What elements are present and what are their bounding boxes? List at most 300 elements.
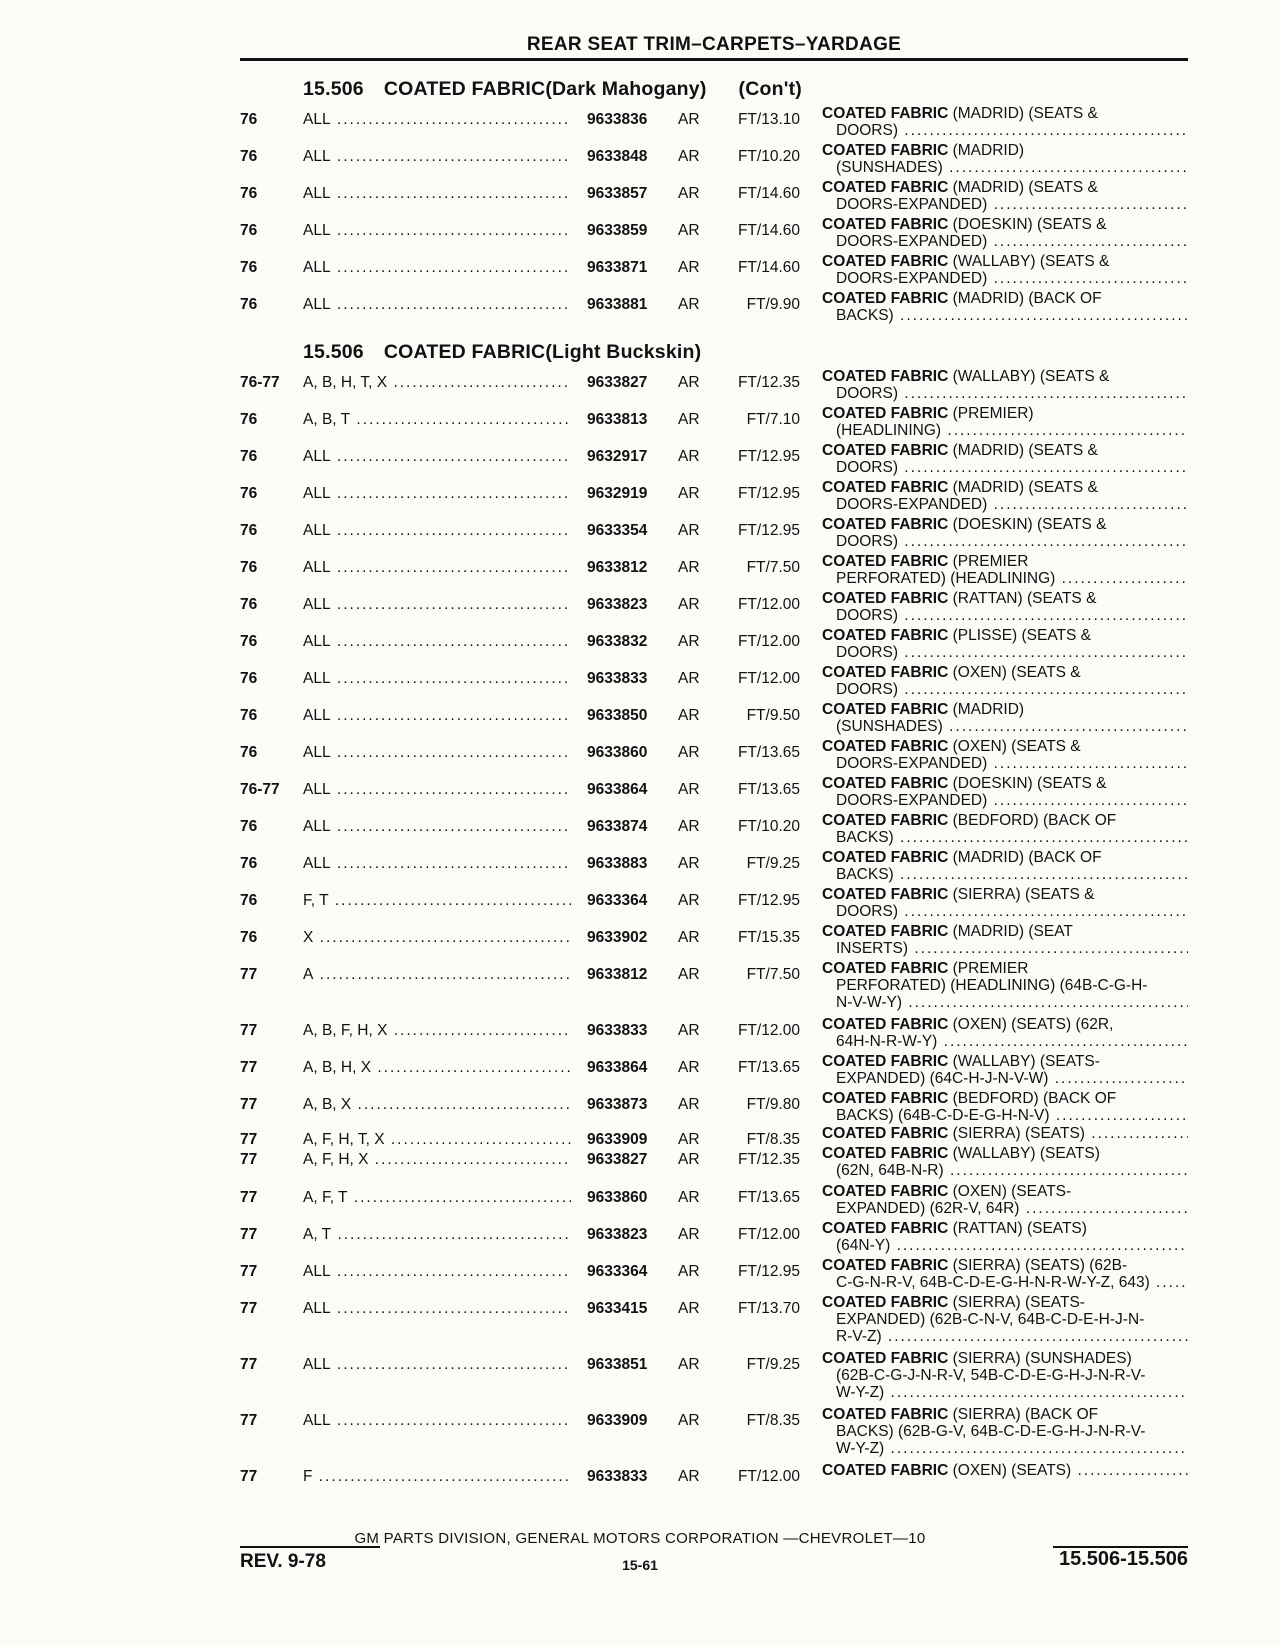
description-line [822,960,1188,977]
description-line: BACKS) (64B-C-D-E-G-H-N-V) ..... [822,1107,1188,1124]
unit-cell: FT/12.00 [737,633,800,650]
description-line: C-G-N-R-V, 64B-C-D-E-G-H-N-R-W-Y-Z, 643) ..... [822,1274,1188,1291]
quantity-cell: AR [678,596,700,613]
description-line: DOORS) ..... [822,607,1188,624]
unit-cell: FT/12.35 [737,1151,800,1168]
description-text: (BEDFORD) (BACK OF [952,812,1117,829]
description-cell [822,590,1188,624]
description-text: (MADRID) (SEATS & [952,479,1098,496]
quantity-cell: AR [678,670,700,687]
description-line: PERFORATED) (HEADLINING) ..... [822,570,1188,587]
model-cell: A, B, X ..... [303,1096,571,1113]
description-line: W-Y-Z) ..... [822,1384,1188,1401]
description-line [822,701,1188,718]
description-bold: COATED FABRIC [822,290,949,307]
year-cell: 77 [240,1226,258,1243]
description-bold: COATED FABRIC [822,405,949,422]
description-line: DOORS) ..... [822,903,1188,920]
model-cell: ALL ..... [303,296,571,313]
description-text: (BEDFORD) (BACK OF [952,1090,1117,1107]
year-cell: 77 [240,1096,258,1113]
quantity-cell: AR [678,818,700,835]
part-number-cell: 9633874 [587,818,648,835]
description-line [822,1125,1188,1142]
description-line: W-Y-Z) ..... [822,1440,1188,1457]
description-line [822,1350,1188,1367]
description-bold: COATED FABRIC [822,1183,949,1200]
quantity-cell: AR [678,148,700,165]
description-text: (WALLABY) (SEATS & [952,368,1110,385]
description-text: (WALLABY) (SEATS) [952,1145,1100,1162]
description-text: (DOESKIN) (SEATS & [952,516,1107,533]
model-cell: A ..... [303,966,571,983]
year-cell: 76 [240,448,258,465]
description-cell [822,1145,1188,1179]
unit-cell: FT/12.00 [737,670,800,687]
quantity-cell: AR [678,1412,700,1429]
description-bold: COATED FABRIC [822,479,949,496]
year-cell: 76 [240,670,258,687]
description-text: (SIERRA) (SEATS) [952,1125,1085,1142]
year-cell: 77 [240,1151,258,1168]
year-cell: 76 [240,559,258,576]
part-number-cell: 9632919 [587,485,648,502]
description-bold: COATED FABRIC [822,1294,949,1311]
model-cell: ALL ..... [303,1412,571,1429]
model-cell: ALL ..... [303,185,571,202]
part-number-cell: 9633859 [587,222,648,239]
description-line [822,1257,1188,1274]
part-number-cell: 9633850 [587,707,648,724]
unit-cell: FT/10.20 [737,818,800,835]
unit-cell: FT/12.00 [737,596,800,613]
unit-cell: FT/14.60 [737,185,800,202]
year-cell: 77 [240,1300,258,1317]
quantity-cell: AR [678,374,700,391]
description-text: (SIERRA) (SUNSHADES) [952,1350,1132,1367]
description-bold: COATED FABRIC [822,849,949,866]
description-cell [822,1350,1188,1401]
footer-revision: REV. 9-78 [240,1551,326,1572]
description-line: (64N-Y) ..... [822,1237,1188,1254]
unit-cell: FT/14.60 [737,222,800,239]
description-line [822,812,1188,829]
model-cell: ALL ..... [303,222,571,239]
section-continued: (Con't) [738,78,802,100]
year-cell: 76 [240,522,258,539]
description-text: (SIERRA) (SEATS & [952,886,1095,903]
description-line: (62B-C-G-J-N-R-V, 54B-C-D-E-G-H-J-N-R-V- [836,1367,1146,1384]
description-cell [822,886,1188,920]
description-bold: COATED FABRIC [822,886,949,903]
part-number-cell: 9633883 [587,855,648,872]
description-bold: COATED FABRIC [822,216,949,233]
description-cell [822,105,1188,139]
model-cell: ALL ..... [303,1300,571,1317]
description-line [822,105,1188,122]
part-number-cell: 9633823 [587,1226,648,1243]
description-line: INSERTS) ..... [822,940,1188,957]
model-cell: X ..... [303,929,571,946]
model-cell: ALL ..... [303,485,571,502]
year-cell: 77 [240,1131,258,1148]
description-line: BACKS) (62B-G-V, 64B-C-D-E-G-H-J-N-R-V- [836,1423,1146,1440]
description-text: (PLISSE) (SEATS & [952,627,1091,644]
unit-cell: FT/8.35 [746,1131,800,1148]
description-bold: COATED FABRIC [822,442,949,459]
description-cell [822,142,1188,176]
description-line: DOORS) ..... [822,385,1188,402]
unit-cell: FT/15.35 [737,929,800,946]
section-heading-light-buckskin [303,341,701,364]
model-cell: ALL ..... [303,522,571,539]
quantity-cell: AR [678,929,700,946]
description-text: (OXEN) (SEATS) [952,1462,1072,1479]
description-bold: COATED FABRIC [822,590,949,607]
description-cell [822,290,1188,324]
unit-cell: FT/9.90 [746,296,800,313]
description-bold: COATED FABRIC [822,1406,949,1423]
unit-cell: FT/9.50 [746,707,800,724]
description-cell [822,216,1188,250]
description-line: N-V-W-Y) ..... [822,994,1188,1011]
description-line: BACKS) ..... [822,866,1188,883]
description-bold: COATED FABRIC [822,923,949,940]
description-bold: COATED FABRIC [822,627,949,644]
quantity-cell: AR [678,559,700,576]
title-rule [240,58,1188,61]
description-bold: COATED FABRIC [822,516,949,533]
quantity-cell: AR [678,855,700,872]
part-number-cell: 9633873 [587,1096,648,1113]
model-cell: A, B, H, T, X ..... [303,374,571,391]
description-cell [822,1183,1188,1217]
description-text: (MADRID) [952,701,1025,718]
description-cell [822,516,1188,550]
year-cell: 76 [240,485,258,502]
model-cell: ALL ..... [303,111,571,128]
description-bold: COATED FABRIC [822,812,949,829]
description-cell [822,368,1188,402]
description-text: (SIERRA) (SEATS) (62B- [952,1257,1128,1274]
part-number-cell: 9633832 [587,633,648,650]
year-cell: 76 [240,411,258,428]
description-cell [822,1090,1188,1124]
description-cell [822,1125,1188,1142]
model-cell: A, B, H, X ..... [303,1059,571,1076]
description-text: (MADRID) (SEATS & [952,105,1098,122]
description-bold: COATED FABRIC [822,142,949,159]
year-cell: 77 [240,1189,258,1206]
model-cell: A, F, H, X ..... [303,1151,571,1168]
description-line: EXPANDED) (64C-H-J-N-V-W) ..... [822,1070,1188,1087]
description-cell [822,1294,1188,1345]
quantity-cell: AR [678,1059,700,1076]
description-text: (OXEN) (SEATS- [952,1183,1072,1200]
description-line: DOORS-EXPANDED) ..... [822,270,1188,287]
description-line: (SUNSHADES) ..... [822,718,1188,735]
part-number-cell: 9633902 [587,929,648,946]
description-line: DOORS-EXPANDED) ..... [822,196,1188,213]
description-bold: COATED FABRIC [822,738,949,755]
description-bold: COATED FABRIC [822,664,949,681]
year-cell: 77 [240,1356,258,1373]
part-number-cell: 9633823 [587,596,648,613]
description-text: (MADRID) (SEATS & [952,179,1098,196]
quantity-cell: AR [678,296,700,313]
description-cell [822,812,1188,846]
description-line [822,1220,1188,1237]
description-line: BACKS) ..... [822,307,1188,324]
section-heading-dark-mahogany [303,78,802,101]
year-cell: 76-77 [240,374,280,391]
part-number-cell: 9633364 [587,892,648,909]
description-cell [822,775,1188,809]
description-cell [822,664,1188,698]
unit-cell: FT/7.10 [746,411,800,428]
quantity-cell: AR [678,707,700,724]
description-line: DOORS) ..... [822,644,1188,661]
description-text: (PREMIER [952,960,1029,977]
description-cell [822,442,1188,476]
quantity-cell: AR [678,744,700,761]
description-cell [822,405,1188,439]
description-text: (MADRID) (BACK OF [952,290,1102,307]
description-bold: COATED FABRIC [822,253,949,270]
unit-cell: FT/12.35 [737,374,800,391]
description-bold: COATED FABRIC [822,1125,949,1142]
description-bold: COATED FABRIC [822,553,949,570]
description-text: (PREMIER [952,553,1029,570]
description-line [822,1183,1188,1200]
description-line [822,738,1188,755]
description-text: (MADRID) (BACK OF [952,849,1102,866]
description-bold: COATED FABRIC [822,1462,949,1479]
unit-cell: FT/7.50 [746,966,800,983]
description-text: (DOESKIN) (SEATS & [952,775,1107,792]
quantity-cell: AR [678,1151,700,1168]
model-cell: ALL ..... [303,559,571,576]
footer-corporation: GM PARTS DIVISION, GENERAL MOTORS CORPORATION —CHEVROLET—10 [354,1530,926,1547]
model-cell: ALL ..... [303,448,571,465]
year-cell: 76 [240,818,258,835]
year-cell: 77 [240,966,258,983]
description-line: 64H-N-R-W-Y) ..... [822,1033,1188,1050]
description-line [822,1053,1188,1070]
description-line: (62N, 64B-N-R) ..... [822,1162,1188,1179]
description-text: (OXEN) (SEATS & [952,738,1081,755]
description-line: DOORS) ..... [822,681,1188,698]
description-line [822,142,1188,159]
description-line [822,664,1188,681]
part-number-cell: 9633860 [587,1189,648,1206]
description-line: PERFORATED) (HEADLINING) (64B-C-G-H- [836,977,1148,994]
quantity-cell: AR [678,892,700,909]
quantity-cell: AR [678,1300,700,1317]
description-text: (RATTAN) (SEATS) [952,1220,1087,1237]
year-cell: 76 [240,296,258,313]
quantity-cell: AR [678,1356,700,1373]
year-cell: 76 [240,596,258,613]
unit-cell: FT/12.00 [737,1022,800,1039]
model-cell: ALL ..... [303,633,571,650]
year-cell: 76 [240,222,258,239]
description-bold: COATED FABRIC [822,1090,949,1107]
model-cell: ALL ..... [303,1356,571,1373]
description-line [822,1090,1188,1107]
description-bold: COATED FABRIC [822,1053,949,1070]
page-title: REAR SEAT TRIM–CARPETS–YARDAGE [526,34,902,55]
description-cell [822,627,1188,661]
quantity-cell: AR [678,781,700,798]
description-cell [822,553,1188,587]
model-cell: A, B, T ..... [303,411,571,428]
part-number-cell: 9633827 [587,1151,648,1168]
unit-cell: FT/7.50 [746,559,800,576]
year-cell: 77 [240,1059,258,1076]
description-line [822,179,1188,196]
description-line [822,516,1188,533]
description-cell [822,960,1188,1011]
quantity-cell: AR [678,1022,700,1039]
unit-cell: FT/8.35 [746,1412,800,1429]
description-line: DOORS-EXPANDED) ..... [822,233,1188,250]
description-line: (HEADLINING) ..... [822,422,1188,439]
year-cell: 77 [240,1412,258,1429]
part-number-cell: 9633827 [587,374,648,391]
year-cell: 76 [240,111,258,128]
part-number-cell: 9633909 [587,1412,648,1429]
quantity-cell: AR [678,259,700,276]
description-line: DOORS) ..... [822,533,1188,550]
model-cell: ALL ..... [303,1263,571,1280]
quantity-cell: AR [678,222,700,239]
description-cell [822,479,1188,513]
description-line [822,775,1188,792]
unit-cell: FT/9.80 [746,1096,800,1113]
model-cell: ALL ..... [303,781,571,798]
description-text: (SIERRA) (BACK OF [952,1406,1099,1423]
description-line [822,405,1188,422]
unit-cell: FT/12.00 [737,1468,800,1485]
year-cell: 76 [240,148,258,165]
part-number-cell: 9633812 [587,966,648,983]
quantity-cell: AR [678,485,700,502]
description-bold: COATED FABRIC [822,1220,949,1237]
description-bold: COATED FABRIC [822,1257,949,1274]
quantity-cell: AR [678,966,700,983]
part-number-cell: 9633354 [587,522,648,539]
description-line: DOORS-EXPANDED) ..... [822,755,1188,772]
model-cell: ALL ..... [303,744,571,761]
year-cell: 77 [240,1468,258,1485]
description-line [822,627,1188,644]
description-line [822,368,1188,385]
year-cell: 76 [240,259,258,276]
description-bold: COATED FABRIC [822,1350,949,1367]
description-text: (OXEN) (SEATS & [952,664,1081,681]
quantity-cell: AR [678,522,700,539]
unit-cell: FT/13.65 [737,744,800,761]
year-cell: 76 [240,929,258,946]
quantity-cell: AR [678,185,700,202]
year-cell: 77 [240,1022,258,1039]
description-line [822,553,1188,570]
description-line: DOORS-EXPANDED) ..... [822,792,1188,809]
description-text: (PREMIER) [952,405,1034,422]
unit-cell: FT/13.70 [737,1300,800,1317]
description-bold: COATED FABRIC [822,701,949,718]
description-bold: COATED FABRIC [822,105,949,122]
part-number-cell: 9633857 [587,185,648,202]
unit-cell: FT/9.25 [746,855,800,872]
description-line [822,1016,1188,1033]
model-cell: F, T ..... [303,892,571,909]
model-cell: ALL ..... [303,818,571,835]
year-cell: 76 [240,744,258,761]
part-number-cell: 9632917 [587,448,648,465]
quantity-cell: AR [678,1096,700,1113]
year-cell: 76 [240,707,258,724]
description-line: DOORS) ..... [822,122,1188,139]
part-number-cell: 9633812 [587,559,648,576]
description-line [822,216,1188,233]
year-cell: 76-77 [240,781,280,798]
description-cell [822,1406,1188,1457]
description-line: DOORS-EXPANDED) ..... [822,496,1188,513]
description-cell [822,1016,1188,1050]
description-text: (WALLABY) (SEATS & [952,253,1110,270]
quantity-cell: AR [678,448,700,465]
footer-section-range: 15.506-15.506 [1058,1548,1188,1570]
unit-cell: FT/12.95 [737,522,800,539]
description-text: (MADRID) (SEATS & [952,442,1098,459]
section-number: 15.506 [303,341,364,363]
part-number-cell: 9633881 [587,296,648,313]
quantity-cell: AR [678,633,700,650]
model-cell: ALL ..... [303,707,571,724]
model-cell: A, T ..... [303,1226,571,1243]
description-line [822,253,1188,270]
model-cell: A, F, T ..... [303,1189,571,1206]
description-line [822,479,1188,496]
description-text: (MADRID) [952,142,1025,159]
year-cell: 76 [240,892,258,909]
description-bold: COATED FABRIC [822,1145,949,1162]
part-number-cell: 9633415 [587,1300,648,1317]
part-number-cell: 9633833 [587,1022,648,1039]
quantity-cell: AR [678,1263,700,1280]
description-line [822,1294,1188,1311]
unit-cell: FT/12.95 [737,1263,800,1280]
model-cell: A, F, H, T, X ..... [303,1131,571,1148]
part-number-cell: 9633860 [587,744,648,761]
part-number-cell: 9633813 [587,411,648,428]
description-line: EXPANDED) (62B-C-N-V, 64B-C-D-E-H-J-N- [836,1311,1145,1328]
description-bold: COATED FABRIC [822,179,949,196]
description-cell [822,1257,1188,1291]
model-cell: ALL ..... [303,148,571,165]
model-cell: ALL ..... [303,670,571,687]
description-line: BACKS) ..... [822,829,1188,846]
description-line: DOORS) ..... [822,459,1188,476]
year-cell: 76 [240,185,258,202]
description-line: R-V-Z) ..... [822,1328,1188,1345]
description-cell [822,1053,1188,1087]
part-number-cell: 9633364 [587,1263,648,1280]
quantity-cell: AR [678,1189,700,1206]
quantity-cell: AR [678,1131,700,1148]
